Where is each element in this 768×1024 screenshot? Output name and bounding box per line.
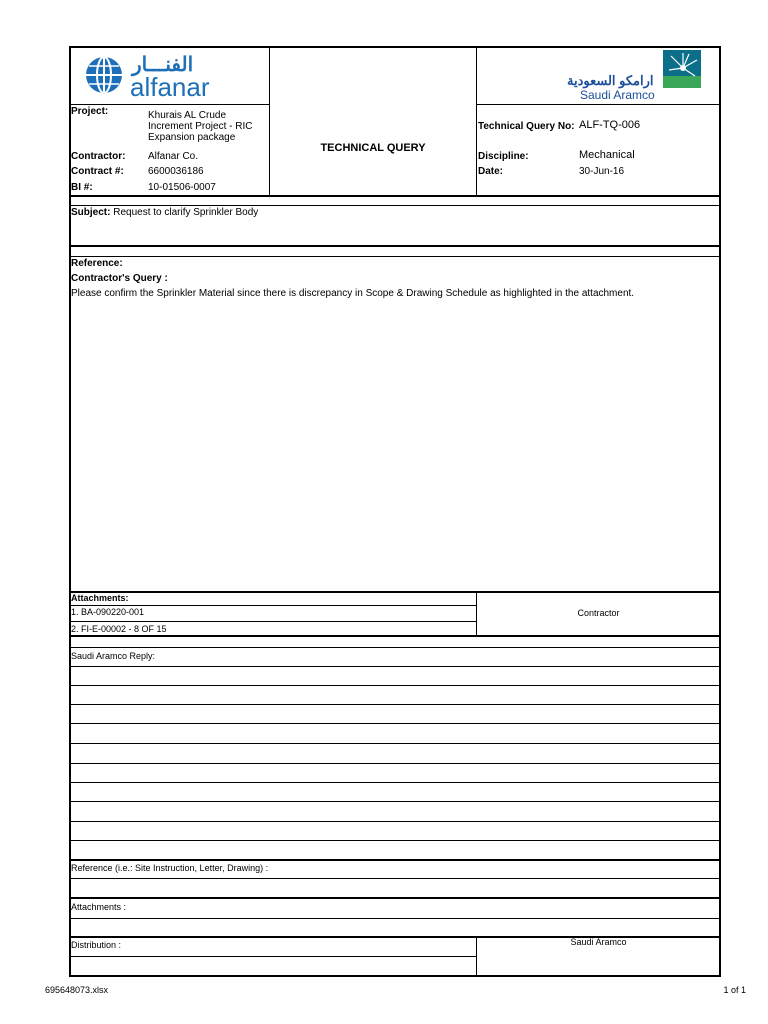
reply-line: [69, 801, 721, 802]
attachments2-rule: [69, 918, 721, 919]
alfanar-logo-arabic: الفنـــار: [132, 54, 194, 76]
contractor-query-label: Contractor's Query :: [71, 273, 168, 284]
reply-line: [69, 704, 721, 705]
aramco-logo-arabic: ارامكو السعودية: [567, 73, 654, 88]
attachments-rule-1: [69, 605, 477, 606]
header-rule-left: [69, 104, 270, 105]
aramco-reply-label: Saudi Aramco Reply:: [71, 651, 156, 661]
contractor-signature-label: Contractor: [577, 608, 620, 618]
reference-bottom: [69, 897, 721, 899]
reply-line: [69, 666, 721, 667]
aramco-logo-latin: Saudi Aramco: [580, 88, 655, 102]
tq-no-value: ALF-TQ-006: [579, 119, 641, 131]
bi-value: 10-01506-0007: [148, 182, 216, 193]
reply-reference-label: Reference (i.e.: Site Instruction, Letter, Drawing) :: [71, 863, 269, 873]
aramco-signature-label: Saudi Aramco: [570, 937, 627, 947]
header-rule-right: [476, 104, 721, 105]
attachment-item-2: 2. FI-E-00002 - 8 OF 15: [71, 624, 167, 634]
header-bottom: [69, 195, 721, 197]
border-right: [719, 46, 721, 976]
subject-line: [71, 207, 258, 218]
reference-label: Reference:: [71, 258, 123, 269]
project-value-line-1: Khurais AL Crude: [148, 110, 227, 121]
date-label: Date:: [478, 166, 504, 177]
query-bottom: [69, 591, 721, 593]
contractor-label: Contractor:: [71, 151, 126, 162]
attachment-item-1: 1. BA-090220-001: [71, 607, 145, 617]
aramco-logo: [663, 50, 701, 93]
project-label: Project:: [71, 106, 109, 117]
reply-bottom: [69, 859, 721, 861]
discipline-value: Mechanical: [579, 149, 635, 161]
subject-top: [69, 205, 721, 206]
contract-value: 6600036186: [148, 166, 204, 177]
distribution-label: Distribution :: [71, 940, 122, 950]
query-top: [69, 256, 721, 257]
reply-line: [69, 743, 721, 744]
contractor-value: Alfanar Co.: [148, 151, 199, 162]
reply-line: [69, 821, 721, 822]
border-top: [69, 46, 721, 48]
header-divider-1: [269, 46, 270, 196]
subject-label: Subject:: [71, 207, 111, 218]
attachments-label: Attachments:: [71, 593, 129, 603]
discipline-label: Discipline:: [478, 151, 529, 162]
aramco-star-icon: [663, 50, 701, 88]
project-value-line-2: Increment Project - RIC: [148, 121, 253, 132]
document-title: TECHNICAL QUERY: [320, 142, 426, 154]
tq-no-label: Technical Query No:: [478, 121, 575, 132]
border-bottom: [69, 975, 721, 977]
reply-line: [69, 763, 721, 764]
bi-label: BI #:: [71, 182, 93, 193]
alfanar-logo-latin: alfanar: [130, 72, 210, 102]
header-divider-2: [476, 46, 477, 196]
reply-line: [69, 782, 721, 783]
reply-line: [69, 723, 721, 724]
attachments-bottom: [69, 635, 721, 637]
subject-value: Request to clarify Sprinkler Body: [110, 207, 259, 218]
contractor-query-text: Please confirm the Sprinkler Material since there is discrepancy in Scope & Drawing Schedule as highlighted in the attachment.: [71, 288, 635, 299]
alfanar-logo: [84, 55, 124, 100]
project-value-line-3: Expansion package: [148, 132, 236, 143]
reply-line: [69, 685, 721, 686]
distribution-rule: [69, 956, 477, 957]
reply-line: [69, 840, 721, 841]
subject-bottom: [69, 245, 721, 247]
date-value: 30-Jun-16: [579, 166, 625, 177]
attachments-rule-2: [69, 621, 477, 622]
alfanar-globe-icon: [84, 55, 124, 95]
footer-page-number: 1 of 1: [723, 985, 746, 995]
reply-attachments-label: Attachments :: [71, 902, 127, 912]
reference-rule: [69, 878, 721, 879]
contract-label: Contract #:: [71, 166, 124, 177]
footer-filename: 695648073.xlsx: [45, 985, 109, 995]
reply-top: [69, 647, 721, 648]
